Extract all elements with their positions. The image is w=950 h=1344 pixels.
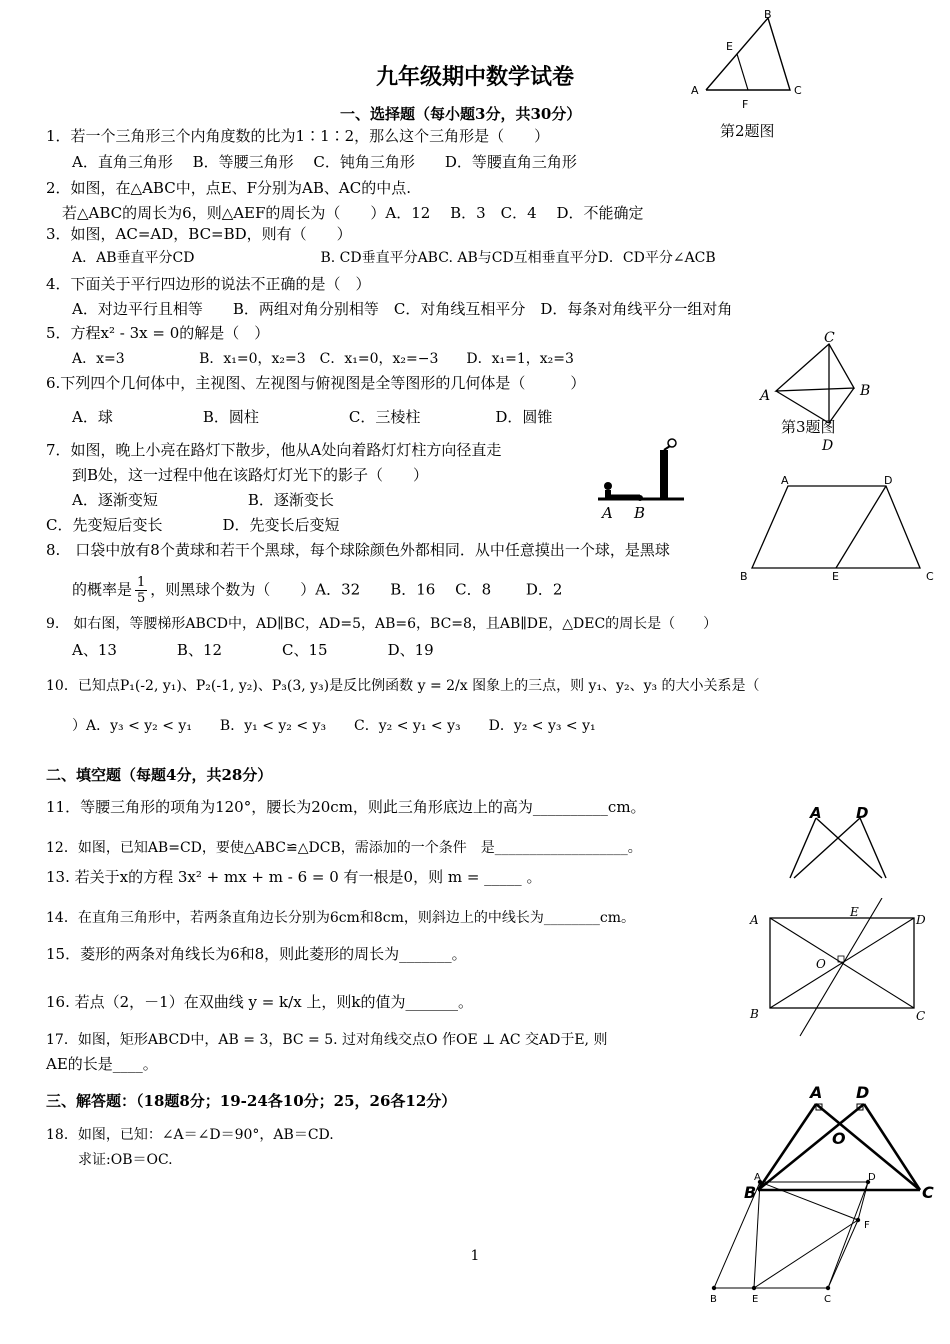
figure-q2-triangle xyxy=(682,6,812,116)
svg-text:C: C xyxy=(922,1183,934,1202)
question-5: 5．方程x² - 3x = 0的解是（ ） xyxy=(46,324,270,342)
question-7-options-cd: C．先变短后变长 D．先变长后变短 xyxy=(46,516,340,534)
fraction-denominator: 5 xyxy=(137,591,146,606)
question-17: 17．如图，矩形ABCD中，AB = 3，BC = 5. 过对角线交点O 作OE ⊥ AC 交AD于E, 则 xyxy=(46,1032,608,1048)
figure-parallelogram xyxy=(700,1170,900,1306)
section-heading-choice: 一、选择题（每小题3分，共30分） xyxy=(340,105,582,123)
svg-text:A: A xyxy=(781,474,789,487)
question-16: 16. 若点（2，－1）在双曲线 y = k/x 上，则k的值为_______。 xyxy=(46,993,474,1011)
figure-q7-streetlamp xyxy=(594,434,690,524)
question-12: 12．如图，已知AB=CD，要使△ABC≌△DCB，需添加的一个条件 是___________________。 xyxy=(46,840,642,856)
question-2: 2．如图，在△ABC中，点E、F分别为AB、AC的中点. xyxy=(46,179,411,197)
question-7-options-ab: A．逐渐变短 B．逐渐变长 xyxy=(72,491,334,509)
figure-q9-trapezoid xyxy=(736,472,940,584)
question-9-options: A、13 B、12 C、15 D、19 xyxy=(72,641,434,659)
svg-text:C: C xyxy=(794,84,802,97)
question-4-options: A．对边平行且相等 B．两组对角分别相等 C．对角线互相平分 D．每条对角线平分一组对角 xyxy=(72,300,733,318)
svg-text:E: E xyxy=(726,40,733,53)
question-18: 18．如图，已知：∠A＝∠D＝90°，AB＝CD. xyxy=(46,1127,334,1143)
svg-text:A: A xyxy=(691,84,699,97)
svg-text:B: B xyxy=(634,504,646,522)
question-13: 13. 若关于x的方程 3x² + mx + m - 6 = 0 有一根是0，则 m = _____ 。 xyxy=(46,868,542,886)
question-8-suffix: ，则黑球个数为（ ）A．32 B．16 C．8 D．2 xyxy=(150,580,563,599)
question-10: 10．已知点P₁(-2, y₁)、P₂(-1, y₂)、P₃(3, y₃)是反比例函数 y = 2/x 图象上的三点，则 y₁、y₂、y₃ 的大小关系是（ xyxy=(46,678,760,694)
question-18-body: 求证:OB＝OC. xyxy=(78,1152,173,1168)
question-6: 6.下列四个几何体中，主视图、左视图与俯视图是全等图形的几何体是（ ） xyxy=(46,374,586,392)
question-4: 4．下面关于平行四边形的说法不正确的是（ ） xyxy=(46,275,371,293)
question-9: 9. 如右图，等腰梯形ABCD中，AD∥BC，AD=5，AB=6，BC=8，且AB∥DE，△DEC的周长是（ ） xyxy=(46,616,718,632)
question-8-prefix: 的概率是 xyxy=(72,580,133,599)
question-7: 7．如图，晚上小亮在路灯下散步，他从A处向着路灯灯柱方向径直走 xyxy=(46,441,502,459)
question-11: 11．等腰三角形的项角为120°，腰长为20cm，则此三角形底边上的高为__________cm。 xyxy=(46,798,646,816)
svg-text:E: E xyxy=(752,1294,759,1305)
figure-q17-rectangle xyxy=(744,898,940,1048)
question-7-body: 到B处，这一过程中他在该路灯灯光下的影子（ ） xyxy=(72,466,429,484)
svg-text:B: B xyxy=(740,570,748,583)
fraction xyxy=(135,575,147,606)
question-17-body: AE的长是____。 xyxy=(46,1055,158,1073)
svg-text:O: O xyxy=(832,1129,846,1148)
svg-text:B: B xyxy=(744,1183,757,1202)
page-number: 1 xyxy=(470,1248,480,1264)
svg-text:D: D xyxy=(884,474,893,487)
svg-text:E: E xyxy=(832,570,839,583)
svg-text:A: A xyxy=(750,913,759,927)
question-15: 15．菱形的两条对角线长为6和8，则此菱形的周长为_______。 xyxy=(46,945,467,963)
question-1-options: A．直角三角形 B．等腰三角形 C．钝角三角形 D．等腰直角三角形 xyxy=(72,153,577,171)
svg-text:B: B xyxy=(860,383,871,399)
figure-q12-triangles xyxy=(782,804,892,884)
svg-text:A: A xyxy=(760,388,771,404)
question-5-options: A．x=3 B．x₁=0，x₂=3 C．x₁=0，x₂=−3 D．x₁=1，x₂=3 xyxy=(72,351,574,367)
question-3: 3．如图，AC=AD，BC=BD，则有（ ） xyxy=(46,225,352,243)
svg-text:O: O xyxy=(816,957,826,971)
question-2-body: 若△ABC的周长为6，则△AEF的周长为（ ）A．12 B．3 C．4 D．不能确定 xyxy=(62,204,644,222)
figure-q2-caption: 第2题图 xyxy=(720,122,775,140)
question-8: 8. 口袋中放有8个黄球和若干个黑球，每个球除颜色外都相同．从中任意摸出一个球，是黑球 xyxy=(46,541,670,559)
svg-text:C: C xyxy=(824,330,835,346)
question-8-body xyxy=(72,575,562,606)
svg-text:A: A xyxy=(810,804,822,822)
question-10-options: ）A．y₃ < y₂ < y₁ B．y₁ < y₂ < y₃ C．y₂ < y₁ < y₃ D．y₂ < y₃ < y₁ xyxy=(72,718,596,734)
section-heading-fill: 二、填空题（每题4分，共28分） xyxy=(46,766,273,784)
svg-text:D: D xyxy=(856,1083,870,1102)
svg-text:B: B xyxy=(764,8,772,21)
svg-text:D: D xyxy=(822,438,834,454)
section-heading-solve: 三、解答题：（18题8分；19-24各10分；25，26各12分） xyxy=(46,1092,457,1110)
question-6-options: A．球 B．圆柱 C．三棱柱 D．圆锥 xyxy=(72,408,553,426)
fraction-numerator: 1 xyxy=(137,575,146,590)
svg-text:B: B xyxy=(750,1007,759,1021)
svg-text:C: C xyxy=(916,1009,926,1023)
svg-text:A: A xyxy=(754,1172,761,1183)
svg-text:F: F xyxy=(742,98,749,111)
svg-text:B: B xyxy=(710,1294,717,1305)
svg-text:D: D xyxy=(916,913,926,927)
question-3-options: A．AB垂直平分CD B. CD垂直平分ABC. AB与CD互相垂直平分D．CD平分∠ACB xyxy=(72,250,716,266)
question-1: 1．若一个三角形三个内角度数的比为1∶1∶2，那么这个三角形是（ ） xyxy=(46,127,550,145)
svg-text:A: A xyxy=(810,1083,823,1102)
svg-text:C: C xyxy=(824,1294,831,1305)
figure-q3-caption: 第3题图 xyxy=(781,418,836,436)
svg-text:D: D xyxy=(868,1172,876,1183)
svg-text:E: E xyxy=(850,905,859,919)
svg-text:A: A xyxy=(602,504,613,522)
question-14: 14．在直角三角形中，若两条直角边长分别为6cm和8cm，则斜边上的中线长为________cm。 xyxy=(46,910,635,926)
page-title: 九年级期中数学试卷 xyxy=(375,64,574,90)
svg-text:C: C xyxy=(926,570,934,583)
svg-text:F: F xyxy=(864,1220,870,1231)
svg-text:D: D xyxy=(856,804,869,822)
